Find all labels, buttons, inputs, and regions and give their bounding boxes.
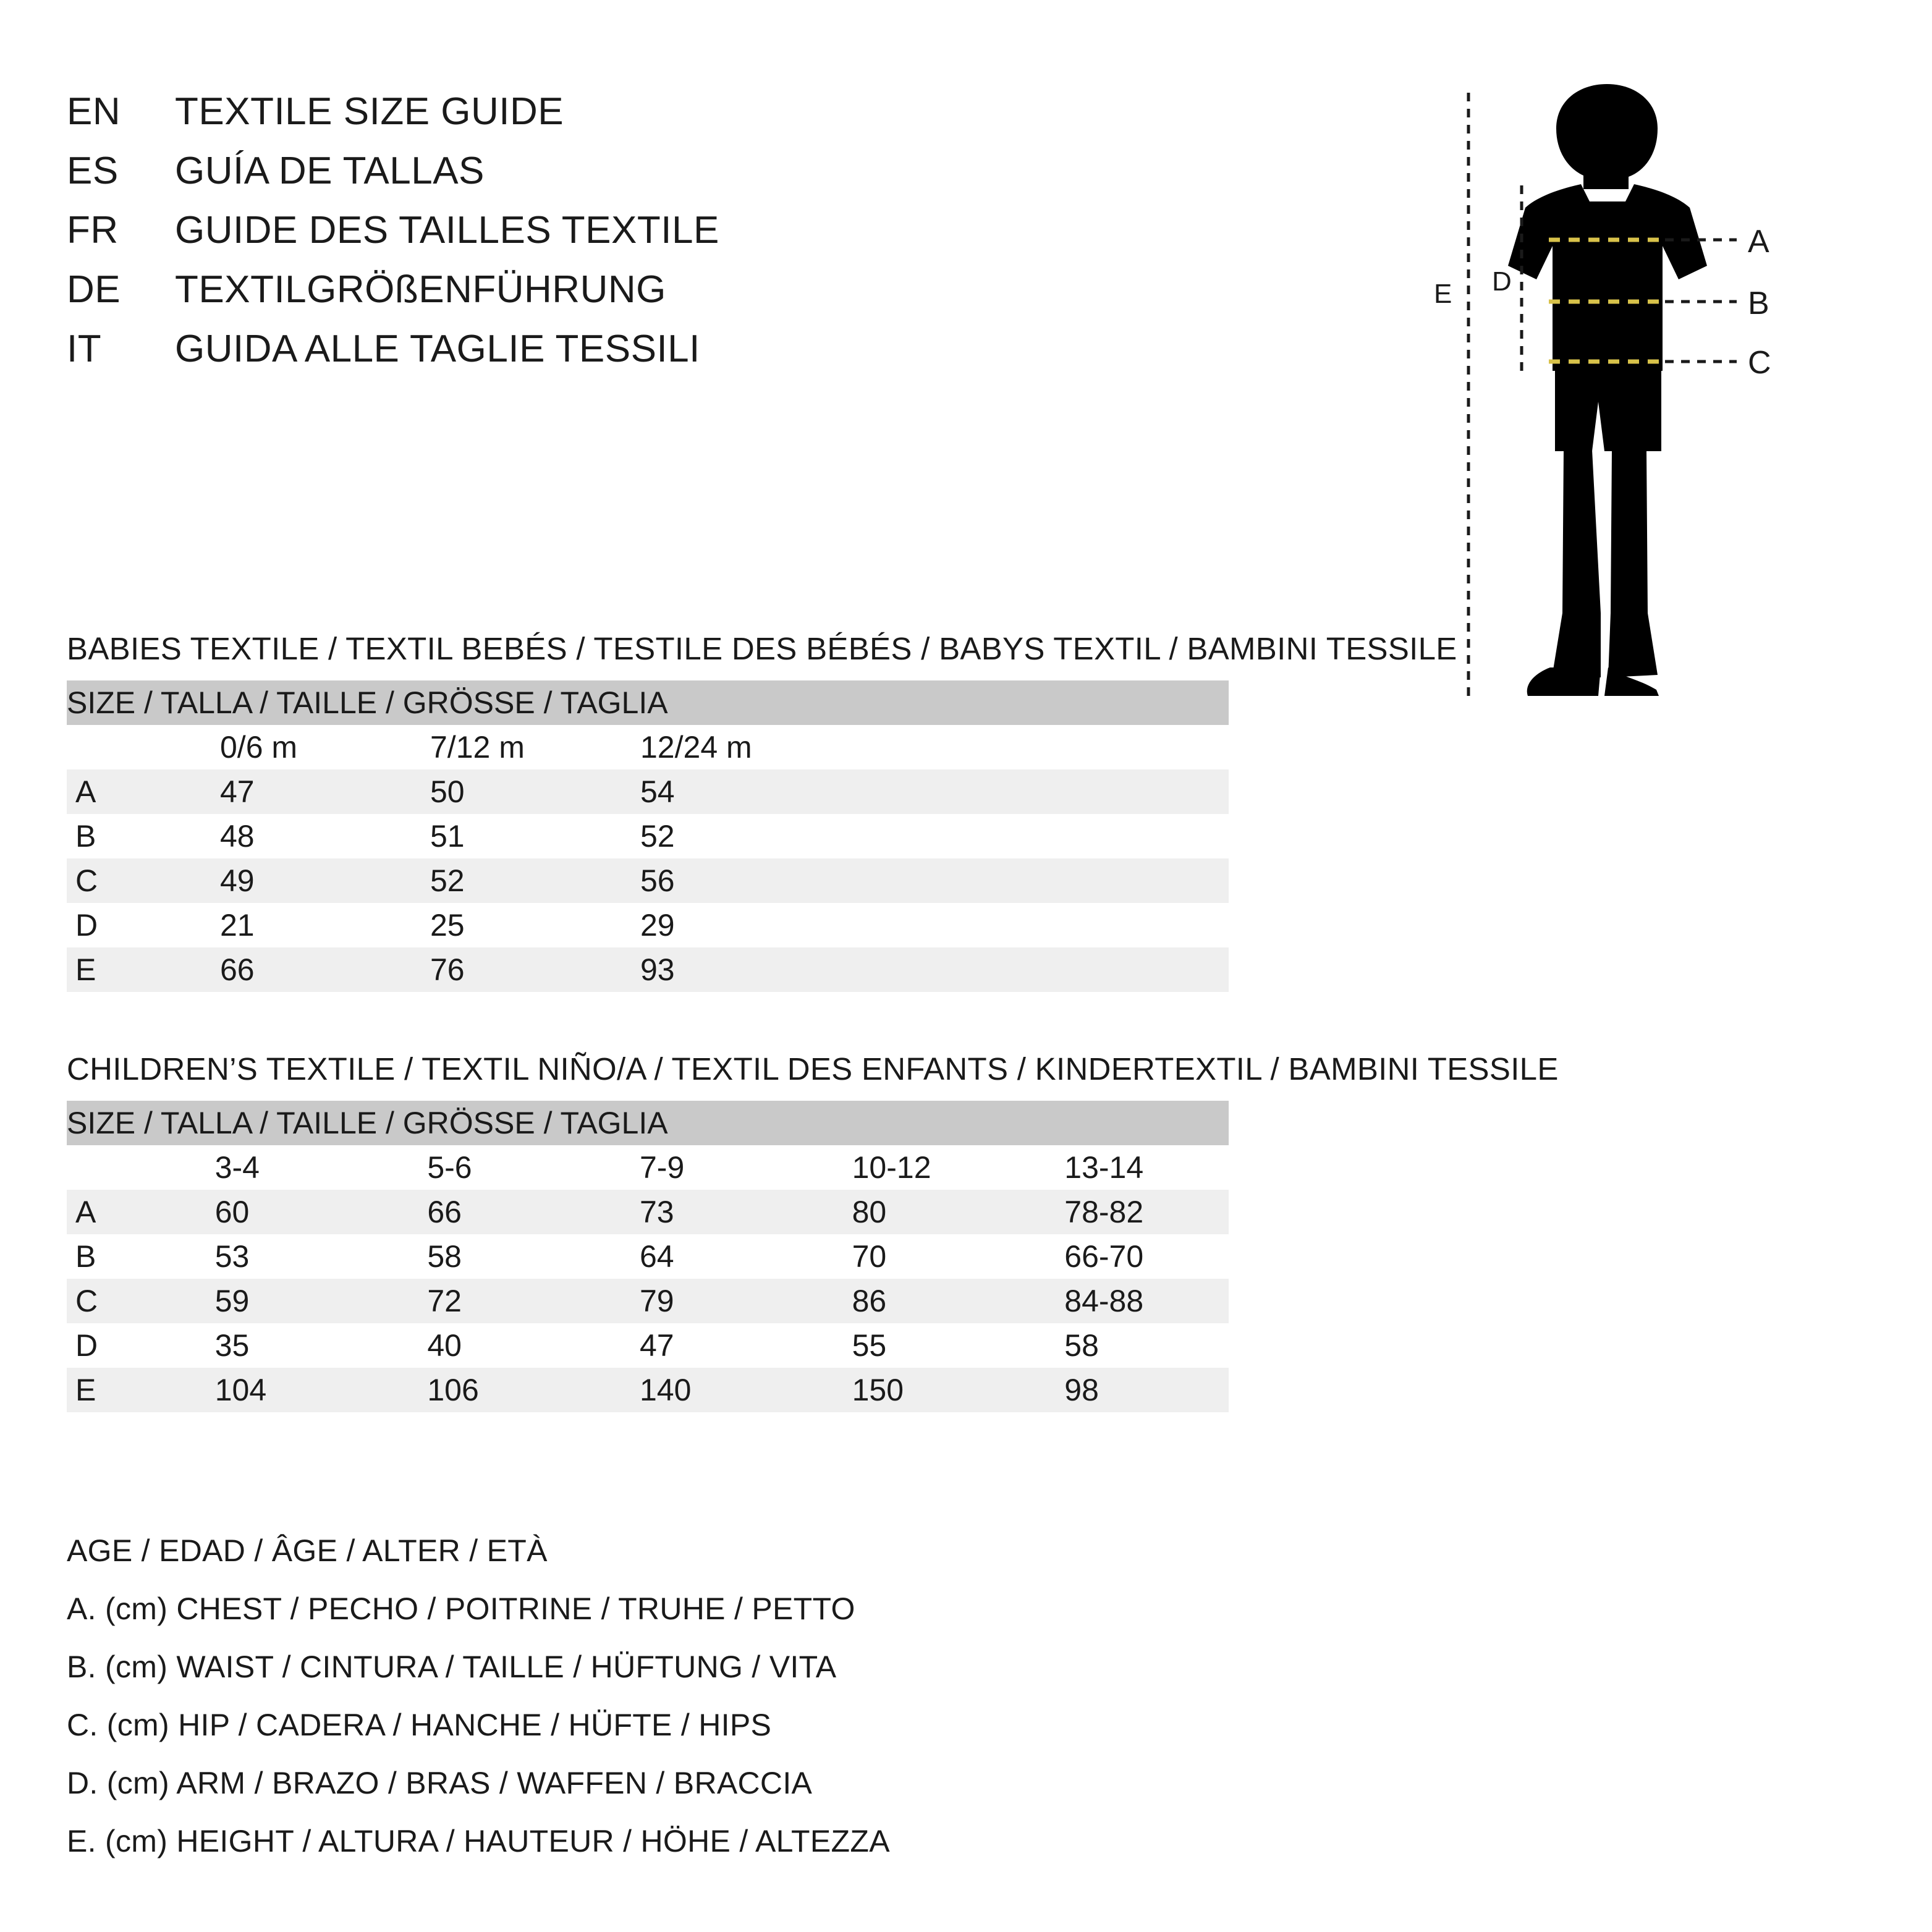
cell-value: 55 (804, 1323, 1017, 1368)
empty-corner-cell (67, 1145, 167, 1190)
cell-value: 84-88 (1016, 1279, 1229, 1323)
table-row (67, 1234, 1229, 1279)
cell-value: 52 (586, 814, 796, 858)
cell-value: 21 (166, 903, 376, 947)
title-lang-code: DE (67, 268, 121, 311)
table-row (67, 1279, 1229, 1323)
cell-value: 25 (376, 903, 586, 947)
cell-value: 60 (167, 1190, 379, 1234)
cell-value: 35 (167, 1323, 379, 1368)
cell-value: 47 (166, 769, 376, 814)
cell-value: 106 (379, 1368, 591, 1412)
cell-value: 52 (376, 858, 586, 903)
spacer-cell (796, 814, 1229, 858)
children-column-0: 3-4 (167, 1145, 379, 1190)
row-label: A (67, 1190, 167, 1234)
row-label: D (67, 1323, 167, 1368)
cell-value: 86 (804, 1279, 1017, 1323)
title-lang-code: IT (67, 328, 102, 370)
legend-line-age: AGE / EDAD / ÂGE / ALTER / ETÀ (67, 1533, 548, 1568)
title-text: TEXTILE SIZE GUIDE (175, 90, 564, 133)
cell-value: 47 (591, 1323, 804, 1368)
child-measurement-figure (1415, 80, 1860, 779)
cell-value: 66 (379, 1190, 591, 1234)
cell-value: 66-70 (1016, 1234, 1229, 1279)
cell-value: 49 (166, 858, 376, 903)
table-column-row (67, 1145, 1229, 1190)
legend-line-d-arm: D. (cm) ARM / BRAZO / BRAS / WAFFEN / BRACCIA (67, 1766, 813, 1800)
table-row (67, 947, 1229, 992)
cell-value: 79 (591, 1279, 804, 1323)
title-row (67, 149, 1241, 208)
child-silhouette (1508, 84, 1707, 696)
language-title-list (67, 90, 1241, 386)
cell-value: 150 (804, 1368, 1017, 1412)
cell-value: 72 (379, 1279, 591, 1323)
table-row (67, 814, 1229, 858)
children-column-4: 13-14 (1016, 1145, 1229, 1190)
cell-value: 64 (591, 1234, 804, 1279)
babies-column-0: 0/6 m (166, 725, 376, 769)
cell-value: 50 (376, 769, 586, 814)
babies-column-2: 12/24 m (586, 725, 796, 769)
title-row (67, 268, 1241, 327)
cell-value: 58 (379, 1234, 591, 1279)
cell-value: 48 (166, 814, 376, 858)
cell-value: 53 (167, 1234, 379, 1279)
children-column-1: 5-6 (379, 1145, 591, 1190)
legend-line-a-chest: A. (cm) CHEST / PECHO / POITRINE / TRUHE / PETTO (67, 1591, 855, 1626)
title-text: GUIDA ALLE TAGLIE TESSILI (175, 328, 700, 370)
figure-label-d: D (1492, 266, 1512, 297)
legend-line-e-height: E. (cm) HEIGHT / ALTURA / HAUTEUR / HÖHE / ALTEZZA (67, 1824, 890, 1858)
title-lang-code: FR (67, 209, 119, 252)
table-header-row (67, 680, 1229, 725)
title-row (67, 90, 1241, 149)
title-text: TEXTILGRÖßENFÜHRUNG (175, 268, 666, 311)
table-column-row (67, 725, 1229, 769)
babies-textile-section (67, 630, 1457, 992)
children-size-header: SIZE / TALLA / TAILLE / GRÖSSE / TAGLIA (67, 1101, 1229, 1145)
row-label: E (67, 947, 166, 992)
cell-value: 73 (591, 1190, 804, 1234)
spacer-cell (796, 947, 1229, 992)
cell-value: 51 (376, 814, 586, 858)
table-row (67, 1323, 1229, 1368)
row-label: C (67, 1279, 167, 1323)
cell-value: 56 (586, 858, 796, 903)
figure-label-a: A (1748, 224, 1769, 260)
figure-label-e: E (1434, 279, 1452, 309)
title-text: GUIDE DES TAILLES TEXTILE (175, 209, 719, 252)
children-textile-section (67, 1051, 1559, 1412)
cell-value: 54 (586, 769, 796, 814)
cell-value: 93 (586, 947, 796, 992)
row-label: A (67, 769, 166, 814)
measurement-legend (67, 1533, 1303, 1881)
row-label: C (67, 858, 166, 903)
spacer-cell (796, 903, 1229, 947)
row-label: E (67, 1368, 167, 1412)
empty-corner-cell (67, 725, 166, 769)
table-row (67, 858, 1229, 903)
children-column-2: 7-9 (591, 1145, 804, 1190)
table-row (67, 769, 1229, 814)
cell-value: 80 (804, 1190, 1017, 1234)
babies-size-table (67, 680, 1229, 992)
babies-column-1: 7/12 m (376, 725, 586, 769)
cell-value: 98 (1016, 1368, 1229, 1412)
cell-value: 58 (1016, 1323, 1229, 1368)
row-label: D (67, 903, 166, 947)
cell-value: 59 (167, 1279, 379, 1323)
table-header-row (67, 1101, 1229, 1145)
cell-value: 29 (586, 903, 796, 947)
title-text: GUÍA DE TALLAS (175, 150, 485, 192)
cell-value: 104 (167, 1368, 379, 1412)
cell-value: 40 (379, 1323, 591, 1368)
figure-label-b: B (1748, 286, 1769, 321)
cell-value: 66 (166, 947, 376, 992)
table-row (67, 1368, 1229, 1412)
spacer-cell (796, 725, 1229, 769)
children-size-table (67, 1101, 1229, 1412)
row-label: B (67, 814, 166, 858)
cell-value: 78-82 (1016, 1190, 1229, 1234)
babies-size-header: SIZE / TALLA / TAILLE / GRÖSSE / TAGLIA (67, 680, 1229, 725)
spacer-cell (796, 769, 1229, 814)
title-row (67, 208, 1241, 268)
table-row (67, 1190, 1229, 1234)
children-section-heading: CHILDREN’S TEXTILE / TEXTIL NIÑO/A / TEXTIL DES ENFANTS / KINDERTEXTIL / BAMBINI TESSILE (67, 1051, 1559, 1087)
cell-value: 76 (376, 947, 586, 992)
children-column-3: 10-12 (804, 1145, 1017, 1190)
cell-value: 70 (804, 1234, 1017, 1279)
cell-value: 140 (591, 1368, 804, 1412)
title-lang-code: ES (67, 150, 119, 192)
spacer-cell (796, 858, 1229, 903)
table-row (67, 903, 1229, 947)
legend-line-c-hip: C. (cm) HIP / CADERA / HANCHE / HÜFTE / HIPS (67, 1708, 772, 1742)
babies-section-heading: BABIES TEXTILE / TEXTIL BEBÉS / TESTILE DES BÉBÉS / BABYS TEXTIL / BAMBINI TESSILE (67, 631, 1457, 666)
legend-line-b-waist: B. (cm) WAIST / CINTURA / TAILLE / HÜFTUNG / VITA (67, 1650, 837, 1684)
title-lang-code: EN (67, 90, 121, 133)
figure-label-c: C (1748, 345, 1771, 381)
title-row (67, 327, 1241, 386)
row-label: B (67, 1234, 167, 1279)
